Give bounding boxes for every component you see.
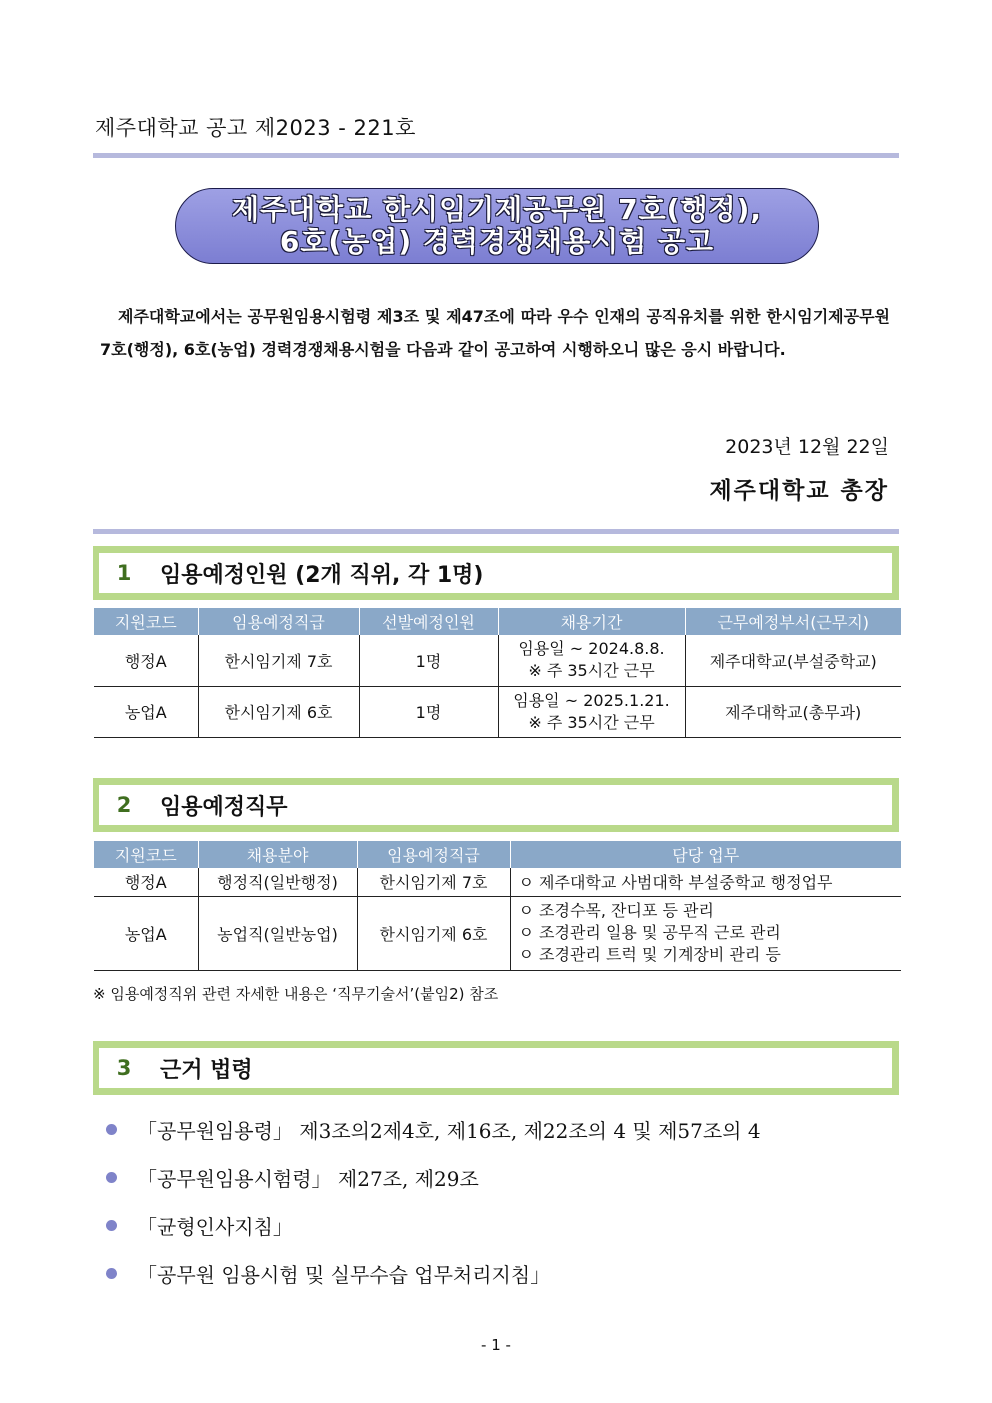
cell-field: 행정직(일반행정): [198, 868, 357, 896]
law-name: 「공무원임용령」 제3조의2제4호, 제16조, 제22조의 4 및 제57조의 4: [137, 1118, 761, 1143]
cell-grade: 한시임기제 6호: [357, 896, 510, 970]
period-line: 임용일 ~ 2025.1.21.: [513, 690, 670, 710]
cell-code: 행정A: [94, 635, 198, 686]
column-header: 채용분야: [198, 841, 357, 868]
bullet-icon: [106, 1268, 117, 1279]
section-1-number: 1: [99, 553, 149, 593]
duty-item: ㅇ 조경수목, 잔디포 등 관리: [518, 901, 714, 920]
notice-number: 제주대학교 공고 제2023 - 221호: [95, 116, 416, 140]
section-2-number: 2: [99, 785, 149, 825]
cell-dept: 제주대학교(총무과): [685, 686, 901, 737]
table-row: [94, 896, 901, 970]
law-name: 「공무원임용시험령」 제27조, 제29조: [137, 1166, 479, 1191]
intro-paragraph: 제주대학교에서는 공무원임용시험령 제3조 및 제47조에 따라 우수 인재의 공직유치를 위한 한시임기제공무원 7호(행정), 6호(농업) 경력경쟁채용시험을 다음과 같이 공고하여 시행하오니 많은 응시 바랍니다.: [100, 307, 890, 359]
section-2-title: 임용예정직무: [160, 795, 288, 820]
section-3-number: 3: [99, 1048, 149, 1088]
cell-duty: ㅇ 제주대학교 사범대학 부설중학교 행정업무: [510, 868, 901, 896]
column-header: 근무예정부서(근무지): [685, 608, 901, 635]
period-note: ※ 주 35시간 근무: [528, 661, 655, 681]
list-item: [106, 1249, 761, 1297]
table-header-row: [94, 608, 901, 635]
cell-grade: 한시임기제 7호: [198, 635, 359, 686]
law-name: 「공무원 임용시험 및 실무수습 업무처리지침」: [137, 1262, 551, 1287]
title-line-1: 제주대학교 한시임기제공무원 7호(행정),: [232, 193, 762, 226]
cell-period: [498, 686, 685, 737]
section-2-header: [93, 778, 899, 832]
cell-code: 행정A: [94, 868, 198, 896]
table-header-row: [94, 841, 901, 868]
table-row: [94, 686, 901, 737]
cell-duties: [510, 896, 901, 970]
section-3-header: [93, 1041, 899, 1095]
section-1-title: 임용예정인원 (2개 직위, 각 1명): [160, 563, 484, 588]
column-header: 임용예정직급: [357, 841, 510, 868]
cell-period: [498, 635, 685, 686]
list-item: [106, 1153, 761, 1201]
legal-basis-list: [106, 1105, 761, 1297]
table-row: [94, 635, 901, 686]
law-name: 「균형인사지침」: [137, 1214, 293, 1239]
duties-footnote: ※ 임용예정직위 관련 자세한 내용은 ‘직무기술서’(붙임2) 참조: [93, 985, 499, 1003]
divider-top: [93, 153, 899, 158]
table-row: [94, 868, 901, 896]
section-1-header: [93, 546, 899, 600]
title-line-2: 6호(농업) 경력경쟁채용시험 공고: [279, 225, 715, 258]
cell-grade: 한시임기제 6호: [198, 686, 359, 737]
period-line: 임용일 ~ 2024.8.8.: [518, 639, 665, 659]
cell-count: 1명: [359, 635, 498, 686]
bullet-icon: [106, 1172, 117, 1183]
cell-count: 1명: [359, 686, 498, 737]
title-banner: [175, 188, 819, 264]
duty-item: ㅇ 조경관리 트럭 및 기계장비 관리 등: [518, 945, 781, 964]
list-item: [106, 1201, 761, 1249]
notice-date: 2023년 12월 22일: [725, 436, 889, 458]
cell-code: 농업A: [94, 896, 198, 970]
divider-middle: [93, 529, 899, 534]
bullet-icon: [106, 1220, 117, 1231]
list-item: [106, 1105, 761, 1153]
column-header: 채용기간: [498, 608, 685, 635]
recruitment-table: [94, 608, 901, 738]
bullet-icon: [106, 1124, 117, 1135]
duty-item: ㅇ 조경관리 일용 및 공무직 근로 관리: [518, 923, 781, 942]
column-header: 담당 업무: [510, 841, 901, 868]
cell-code: 농업A: [94, 686, 198, 737]
cell-field: 농업직(일반농업): [198, 896, 357, 970]
issuer: 제주대학교 총장: [709, 477, 889, 504]
section-3-title: 근거 법령: [160, 1058, 253, 1083]
cell-grade: 한시임기제 7호: [357, 868, 510, 896]
cell-dept: 제주대학교(부설중학교): [685, 635, 901, 686]
column-header: 지원코드: [94, 608, 198, 635]
period-note: ※ 주 35시간 근무: [528, 712, 655, 732]
column-header: 선발예정인원: [359, 608, 498, 635]
duties-table: [94, 841, 901, 971]
page-number: - 1 -: [481, 1336, 511, 1354]
column-header: 지원코드: [94, 841, 198, 868]
column-header: 임용예정직급: [198, 608, 359, 635]
